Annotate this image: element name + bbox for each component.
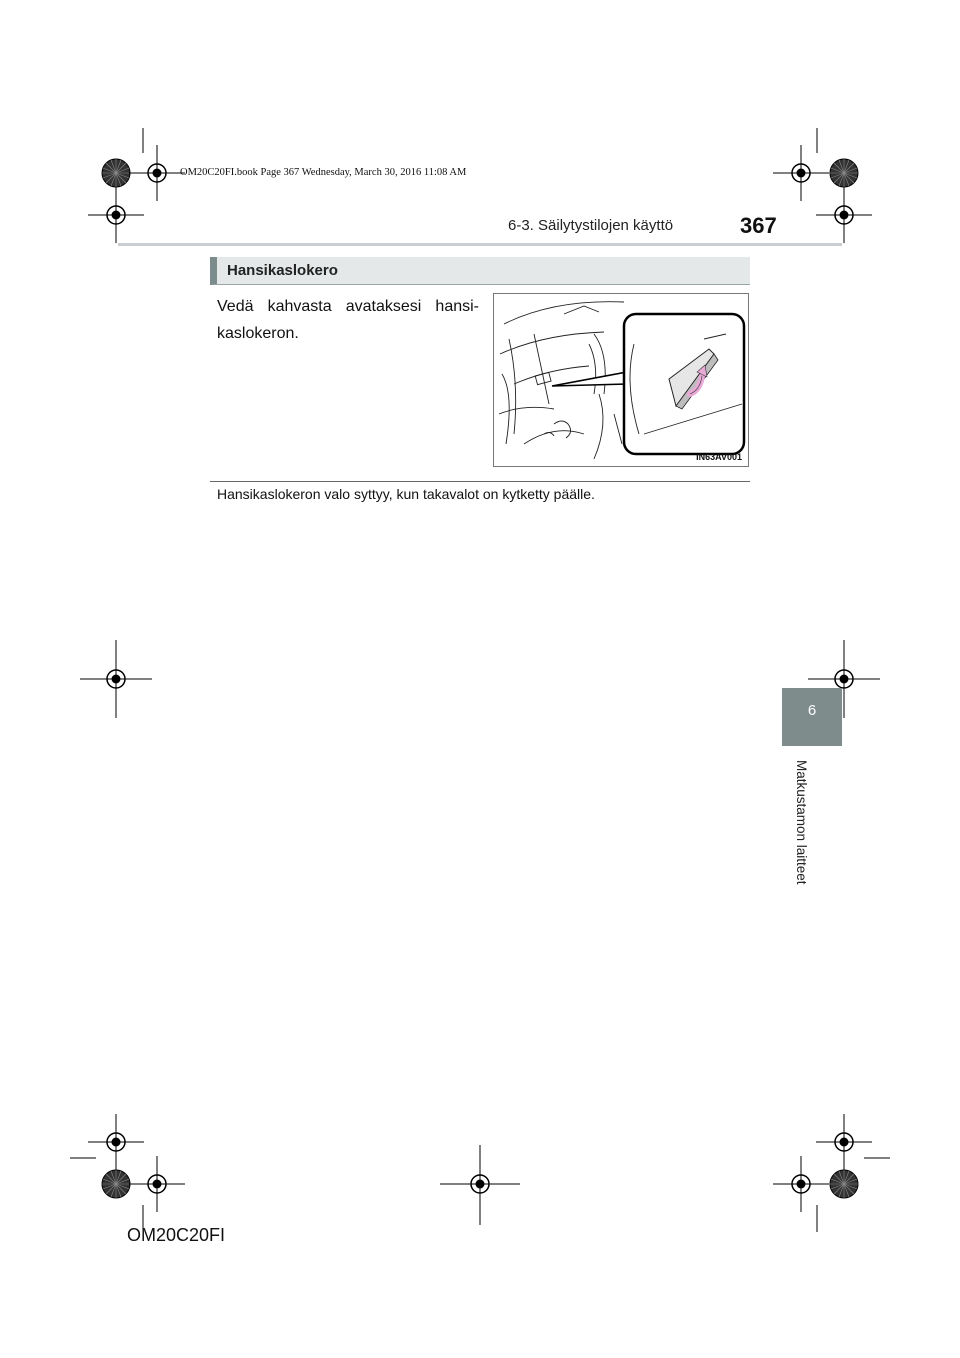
glove-box-figure [493,293,749,467]
header-rule [118,243,842,246]
glove-box-handle-illustration-icon [494,294,748,466]
crosshair-icon [88,187,144,243]
heading-title: Hansikaslokero [227,262,338,279]
crosshair-icon [88,1114,144,1170]
section-title: 6-3. Säilytystilojen käyttö [508,217,674,234]
crosshair-icon [773,1156,829,1212]
instruction-text: Vedä kahvasta avataksesi hansi-kaslokeron. [217,298,479,342]
note-rule [210,481,750,482]
chapter-number: 6 [807,702,817,719]
note-text: Hansikaslokeron valo syttyy, kun takavalot on kytketty päälle. [217,486,595,502]
page-number: 367 [740,213,777,238]
print-info-line: OM20C20FI.book Page 367 Wednesday, March 30, 2016 11:08 AM [180,167,467,178]
crosshair-icon [816,187,872,243]
rosette-icon [102,1170,130,1198]
rosette-icon [102,159,130,187]
heading-bar [210,257,750,285]
rosette-icon [830,1170,858,1198]
chapter-title: Matkustamon laitteet [794,760,809,885]
crosshair-icon [129,1156,185,1212]
rosette-icon [830,159,858,187]
footer-code: OM20C20FI [127,1225,226,1245]
figure-code: IN63AV001 [696,452,742,462]
chapter-tab[interactable] [782,688,842,746]
crosshair-icon [129,145,185,201]
crosshair-icon [773,145,829,201]
crosshair-icon [816,1114,872,1170]
